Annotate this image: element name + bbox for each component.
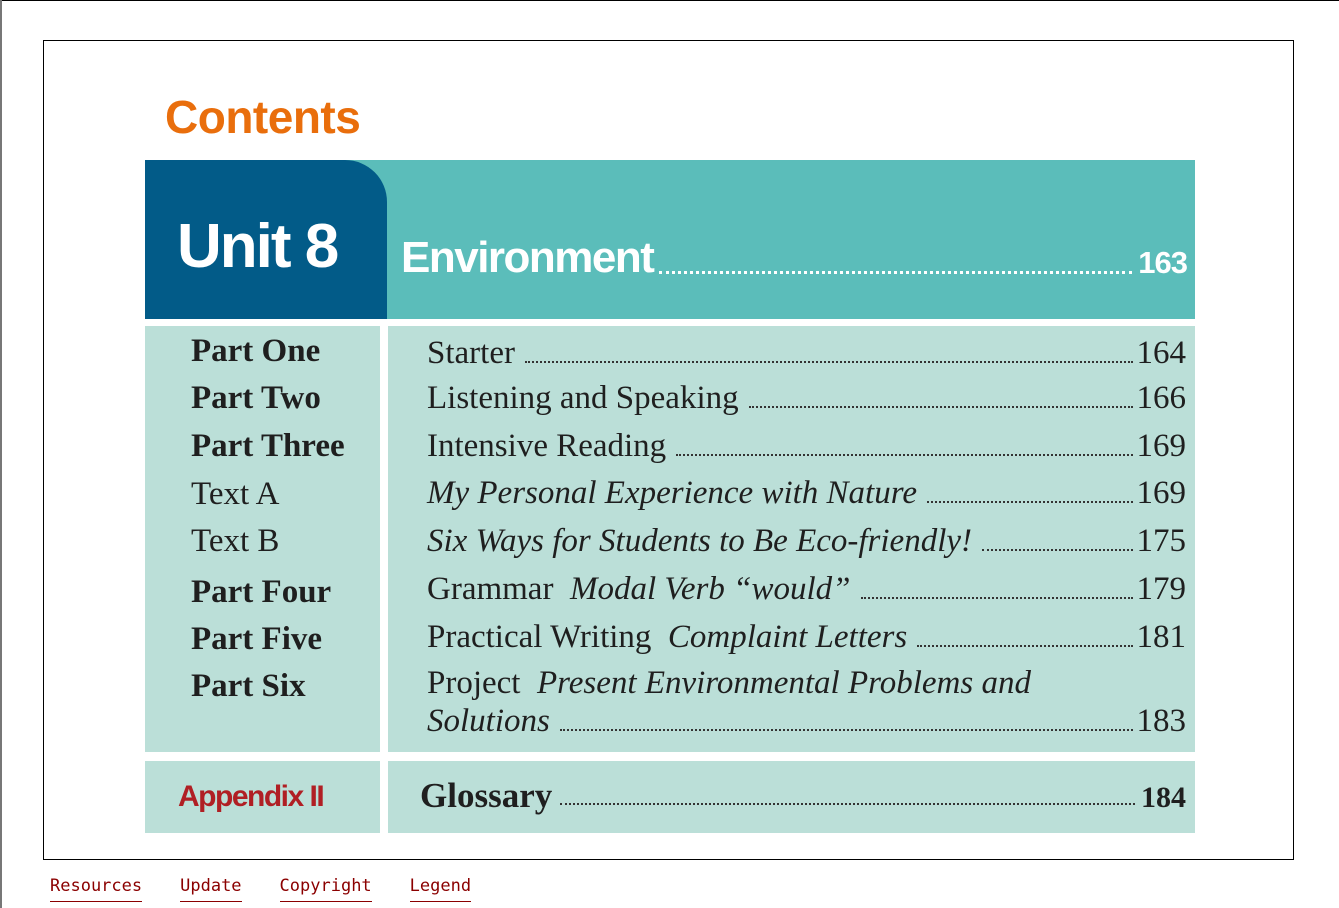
part-label: Part Three (191, 428, 345, 464)
toc-entry-text: Practical Writing (427, 619, 652, 655)
leader-dots (525, 361, 1133, 363)
toc-entry-title (427, 333, 515, 373)
leader-dots (560, 729, 1133, 731)
toc-entry-italic: My Personal Experience with Nature (427, 475, 917, 511)
toc-entry-title (427, 426, 666, 466)
part-label: Text B (191, 523, 280, 559)
leader-dots (917, 645, 1132, 647)
unit-header (145, 160, 1195, 319)
contents-page (43, 40, 1294, 860)
footer-links (50, 874, 509, 902)
toc-entry-title (427, 617, 907, 657)
leader-dots (861, 597, 1133, 599)
appendix-label: Appendix II (178, 780, 324, 813)
part-label: Part Two (191, 380, 321, 416)
unit-title-link[interactable] (401, 220, 1187, 290)
toc-entry-title (427, 378, 739, 418)
leader-dots (982, 549, 1133, 551)
update-link[interactable]: Update (180, 874, 241, 902)
toc-column (388, 326, 1195, 752)
page-title: Contents (165, 91, 361, 143)
toc-entry-title (427, 521, 972, 561)
appendix-column (145, 761, 380, 833)
left-border (0, 0, 2, 908)
toc-page-number: 169 (1136, 475, 1186, 511)
toc-page-number: 181 (1136, 619, 1186, 655)
glossary-page-number: 184 (1141, 781, 1186, 814)
toc-page-number: 164 (1136, 335, 1186, 371)
unit-label: Unit 8 (177, 212, 338, 281)
unit-number-box (145, 160, 387, 319)
toc-page-number: 169 (1136, 428, 1186, 464)
toc-page-number: 175 (1136, 523, 1186, 559)
parts-column (145, 326, 380, 752)
part-label: Part One (191, 333, 321, 369)
leader-dots (560, 803, 1135, 805)
toc-entry-italic: Six Ways for Students to Be Eco-friendly! (427, 523, 972, 559)
toc-entry[interactable] (427, 613, 1186, 657)
glossary-entry[interactable] (420, 773, 1186, 817)
toc-entry-text: Project (427, 665, 521, 701)
glossary-column (388, 761, 1195, 833)
toc-entry-text: Grammar (427, 571, 554, 607)
part-label: Text A (191, 476, 280, 512)
part-label: Part Four (191, 574, 332, 610)
toc-entry-title (427, 701, 550, 741)
unit-title: Environment (401, 233, 654, 282)
toc-entry[interactable] (427, 469, 1186, 513)
toc-entry-italic: Present Environmental Problems and (536, 665, 1031, 701)
toc-page-number: 179 (1136, 571, 1186, 607)
leader-dots (659, 271, 1132, 274)
toc-entry-project-cont[interactable] (427, 697, 1186, 741)
resources-link[interactable]: Resources (50, 874, 142, 902)
toc-entry-title (427, 473, 917, 513)
glossary-title: Glossary (420, 776, 553, 815)
toc-entry-text: Intensive Reading (427, 428, 667, 464)
toc-entry-title (427, 569, 851, 609)
toc-entry-italic: Modal Verb “would” (569, 571, 851, 607)
toc-entry-text: Listening and Speaking (427, 380, 739, 416)
unit-page-number: 163 (1138, 245, 1187, 280)
toc-entry[interactable] (427, 374, 1186, 418)
toc-entry[interactable] (427, 422, 1186, 466)
legend-link[interactable]: Legend (410, 874, 471, 902)
toc-entry-italic: Complaint Letters (667, 619, 908, 655)
toc-page-number: 183 (1136, 703, 1186, 739)
toc-entry[interactable] (427, 329, 1186, 373)
copyright-link[interactable]: Copyright (280, 874, 372, 902)
top-border (0, 0, 1339, 1)
part-label: Part Six (191, 668, 306, 704)
leader-dots (927, 501, 1133, 503)
leader-dots (676, 454, 1132, 456)
toc-page-number: 166 (1136, 380, 1186, 416)
toc-entry-text: Starter (427, 335, 515, 371)
toc-entry[interactable] (427, 517, 1186, 561)
toc-entry[interactable] (427, 565, 1186, 609)
toc-entry-italic: Solutions (427, 703, 550, 739)
leader-dots (749, 406, 1133, 408)
part-label: Part Five (191, 621, 323, 657)
